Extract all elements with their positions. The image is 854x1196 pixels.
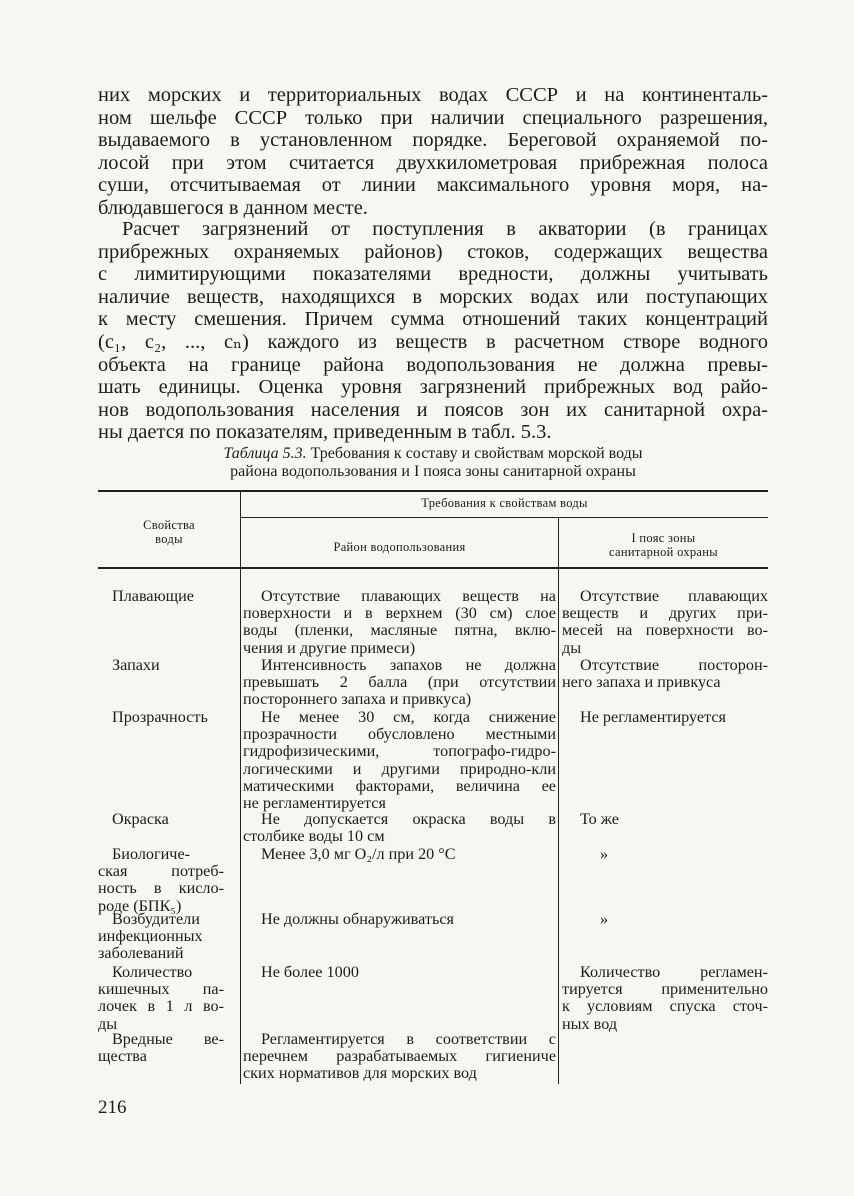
cell-line: Количество — [112, 963, 193, 981]
cell-line: щества — [98, 1047, 147, 1066]
table-cell-area — [243, 911, 556, 928]
table-cell-zone — [562, 588, 768, 657]
cell-line: к условиям спуска сточ- — [562, 997, 768, 1016]
cell-line: Вредные ве- — [112, 1030, 224, 1048]
text-line: с лимитирующими показателями вредности, должны учитывать — [98, 263, 768, 286]
cell-line: ских нормативов для морских вод — [243, 1064, 477, 1083]
cell-line: заболеваний — [98, 944, 184, 963]
cell-line: Не допускается окраска воды в — [261, 810, 556, 828]
cell-line: матическими факторами, величина ее — [243, 776, 556, 795]
caption-line: района водопользования и I пояса зоны санитарной охраны — [230, 463, 636, 480]
cell-line: роде (БПК₅) — [98, 896, 182, 915]
header-sanitary-zone: I пояс зоны санитарной охраны — [609, 531, 718, 559]
table-cell-prop — [98, 964, 224, 1033]
table-cell-area — [243, 811, 556, 845]
cell-line: постороннего запаха и привкуса) — [243, 690, 472, 709]
table-header-rule — [98, 567, 768, 569]
cell-line: Запахи — [112, 656, 160, 674]
table-cell-prop — [98, 709, 224, 726]
text-line: лосой при этом считается двухкилометровая прибрежная полоса — [98, 151, 768, 174]
table-cell-zone — [562, 811, 768, 828]
cell-line: То же — [580, 810, 619, 828]
cell-line: прозрачности обусловлено местными — [243, 725, 556, 744]
cell-line: логическими и другими природно-кли — [243, 759, 556, 778]
table-column-divider — [240, 490, 241, 1084]
text-line: суши, отсчитываемая от линии максимального уровня моря, на- — [98, 174, 768, 197]
paragraph-pollution-calc — [98, 218, 768, 444]
table-cell-prop — [98, 657, 224, 674]
table-cell-zone — [562, 846, 768, 863]
table-caption — [98, 445, 768, 481]
cell-line: Не должны обнаруживаться — [261, 910, 454, 928]
cell-line: не регламентируется — [243, 794, 386, 813]
cell-line: Отсутствие плавающих веществ на — [261, 587, 556, 605]
cell-line: Регламентируется в соответствии с — [261, 1030, 556, 1048]
cell-line: ды — [98, 1014, 118, 1033]
header-requirements: Требования к свойствам воды — [421, 496, 588, 510]
text-line: них морских и территориальных водах СССР и на континенталь- — [98, 84, 768, 106]
table-cell-prop — [98, 911, 224, 963]
table-cell-prop — [98, 811, 224, 828]
text-line: (c₁, c₂, ..., cₙ) каждого из веществ в расчетном створе водного — [98, 330, 768, 353]
cell-line: лочек в 1 л во- — [98, 997, 224, 1016]
table-cell-zone — [562, 709, 768, 726]
cell-line: Прозрачность — [112, 708, 208, 726]
cell-line: Биологиче- — [112, 845, 191, 863]
text-line: объекта на границе района водопользования не должна превы- — [98, 353, 768, 376]
table-cell-zone — [562, 657, 768, 691]
table-top-rule — [98, 490, 768, 492]
table-group-rule — [241, 517, 768, 518]
cell-line: столбике воды 10 см — [243, 827, 385, 846]
text-line: прибрежных охраняемых районов) стоков, содержащих вещества — [98, 240, 768, 263]
table-cell-prop — [98, 1031, 224, 1065]
cell-line: Не менее 30 см, когда снижение — [261, 708, 556, 726]
cell-line: Возбудители — [112, 910, 200, 928]
table-cell-prop — [98, 588, 224, 605]
cell-line: Количество регламен- — [580, 963, 768, 981]
caption-line: Требования к составу и свойствам морской воды — [310, 445, 643, 462]
cell-line: Интенсивность запахов не должна — [261, 656, 556, 674]
cell-line: чения и другие примеси) — [243, 638, 416, 657]
header-properties: Свойства воды — [143, 518, 195, 546]
cell-line: ных вод — [562, 1014, 618, 1033]
cell-line: поверхности и в верхнем (30 см) слое — [243, 604, 556, 623]
text-line: наличие веществ, находящихся в морских водах или поступающих — [98, 285, 768, 308]
cell-line: гидрофизическими, топографо-гидро- — [243, 742, 556, 761]
text-line: нов водопользования населения и поясов зон их санитарной охра- — [98, 398, 768, 421]
cell-line: Не регламентируется — [580, 708, 726, 726]
cell-line: воды (пленки, масляные пятна, вклю- — [243, 621, 556, 640]
table-label: Таблица 5.3. — [223, 445, 307, 462]
table-cell-area — [243, 709, 556, 812]
cell-line: Окраска — [112, 810, 169, 828]
table-cell-zone — [562, 964, 768, 1033]
cell-line: » — [600, 845, 609, 863]
cell-line: » — [600, 910, 609, 928]
table-cell-area — [243, 846, 556, 863]
cell-line: ды — [562, 638, 582, 657]
cell-line: него запаха и привкуса — [562, 673, 721, 692]
cell-line: Отсутствие плавающих — [580, 587, 768, 605]
table-column-divider — [558, 517, 559, 1084]
cell-line: ская потреб- — [98, 862, 224, 881]
text-line: ны дается по показателям, приведенным в табл. 5.3. — [98, 421, 552, 444]
cell-line: инфекционных — [98, 927, 203, 946]
cell-line: Плавающие — [112, 587, 194, 605]
text-line: выдаваемого в установленном порядке. Береговой охраняемой по- — [98, 129, 768, 152]
text-line: блюдавшегося в данном месте. — [98, 196, 368, 219]
table-cell-zone — [562, 911, 768, 928]
cell-line: кишечных па- — [98, 980, 224, 999]
table-cell-area — [243, 1031, 556, 1083]
cell-line: месей на поверхности во- — [562, 621, 768, 640]
text-line: к месту смешения. Причем сумма отношений таких концентраций — [98, 308, 768, 331]
table-cell-area — [243, 964, 556, 981]
header-water-use-area: Район водопользования — [333, 540, 466, 554]
cell-line: ность в кисло- — [98, 879, 224, 898]
page-number: 216 — [98, 1097, 127, 1118]
cell-line: тируется применительно — [562, 980, 768, 999]
cell-line: превышать 2 балла (при отсутствии — [243, 673, 556, 692]
text-line: Расчет загрязнений от поступления в акватории (в границах — [122, 218, 768, 240]
table-cell-area — [243, 657, 556, 709]
cell-line: перечнем разрабатываемых гигиениче — [243, 1047, 556, 1066]
cell-line: веществ и других при- — [562, 604, 768, 623]
cell-line: Менее 3,0 мг O₂/л при 20 °С — [261, 845, 456, 863]
cell-line: Отсутствие посторон- — [580, 656, 768, 674]
table-cell-prop — [98, 846, 224, 915]
cell-line: Не более 1000 — [261, 963, 359, 981]
text-line: шать единицы. Оценка уровня загрязнений прибрежных вод райо- — [98, 376, 768, 399]
table-cell-area — [243, 588, 556, 657]
paragraph-continuation — [98, 84, 768, 220]
text-line: ном шельфе СССР только при наличии специального разрешения, — [98, 106, 768, 129]
